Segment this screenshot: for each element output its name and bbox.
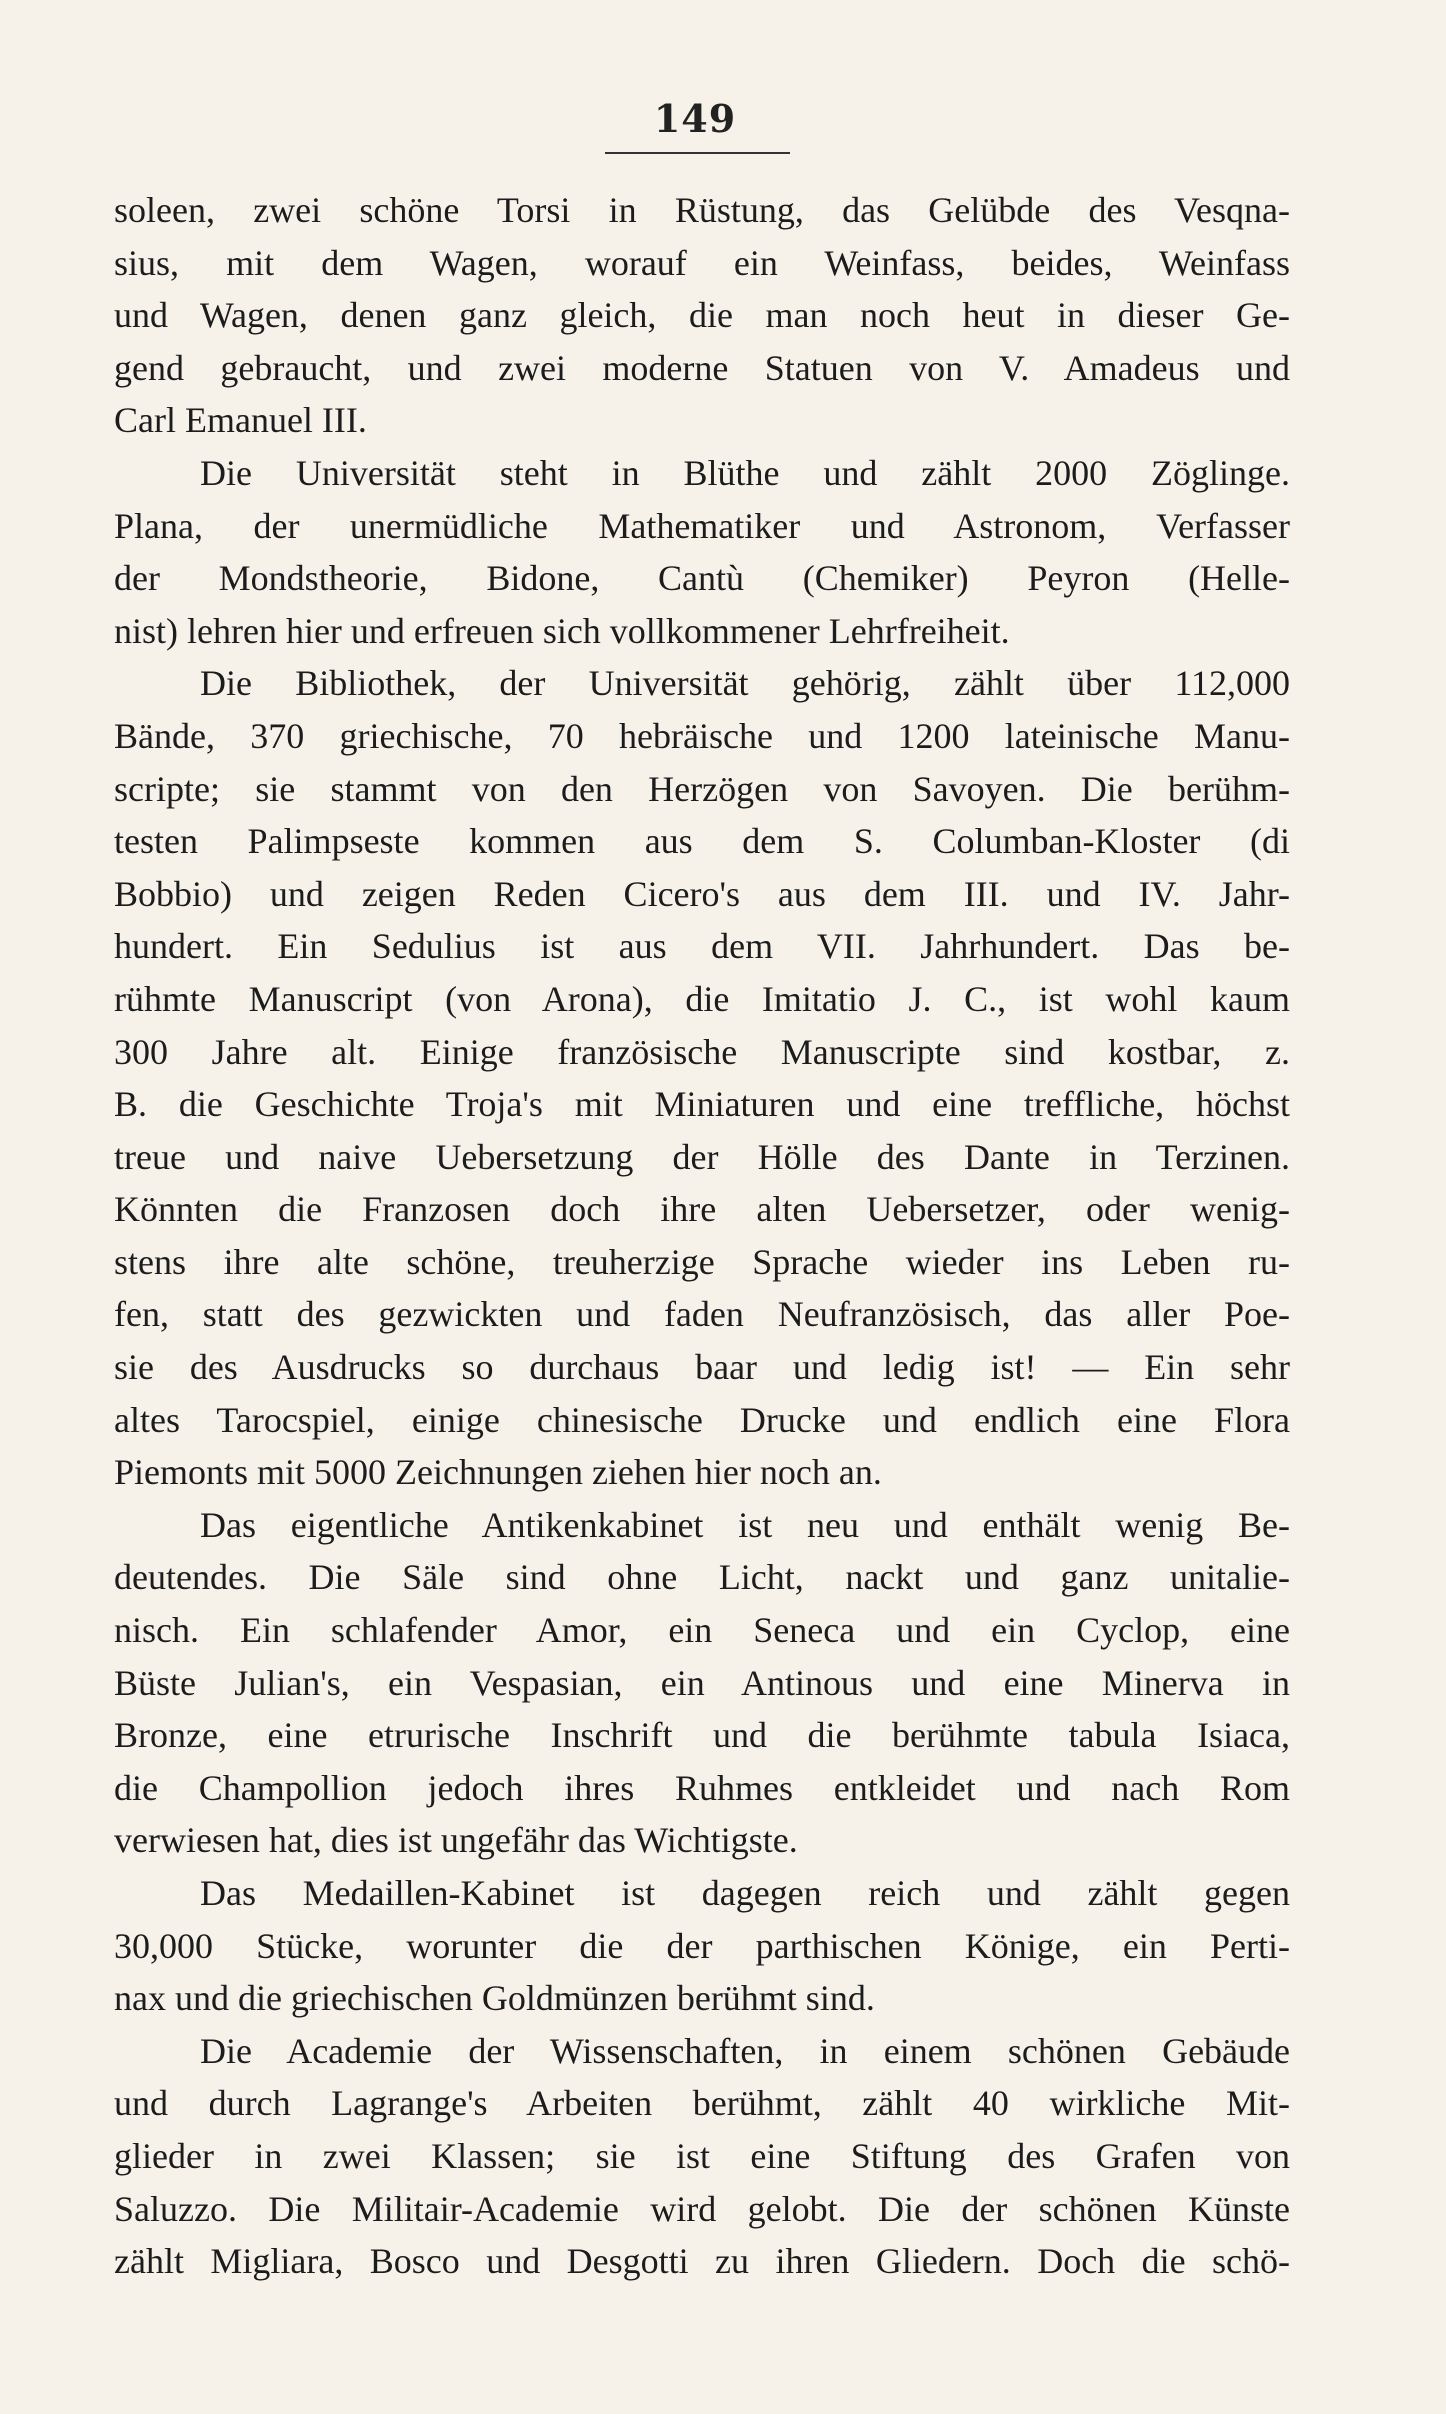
page-number: 149	[653, 96, 737, 141]
text-line: sius, mit dem Wagen, worauf ein Weinfass, beides, Weinfass	[114, 242, 1290, 283]
text-line: testen Palimpseste kommen aus dem S. Columban-Kloster (di	[114, 821, 1290, 862]
text-line: Die Universität steht in Blüthe und zählt 2000 Zöglinge.	[200, 452, 1290, 493]
header-rule	[605, 152, 790, 154]
text-line: und durch Lagrange's Arbeiten berühmt, zählt 40 wirkliche Mit-	[114, 2083, 1290, 2124]
text-line: glieder in zwei Klassen; sie ist eine Stiftung des Grafen von	[114, 2135, 1290, 2176]
text-line: Bände, 370 griechische, 70 hebräische und 1200 lateinische Manu-	[114, 715, 1290, 756]
text-line: zählt Migliara, Bosco und Desgotti zu ihren Gliedern. Doch die schö-	[114, 2241, 1290, 2282]
text-line: Die Bibliothek, der Universität gehörig, zählt über 112,000	[200, 663, 1290, 704]
text-line: Piemonts mit 5000 Zeichnungen ziehen hier noch an.	[114, 1452, 882, 1493]
text-line: nist) lehren hier und erfreuen sich vollkommener Lehrfreiheit.	[114, 610, 1010, 651]
text-line: und Wagen, denen ganz gleich, die man noch heut in dieser Ge-	[114, 295, 1290, 336]
text-line: Könnten die Franzosen doch ihre alten Uebersetzer, oder wenig-	[114, 1189, 1290, 1230]
text-line: deutendes. Die Säle sind ohne Licht, nackt und ganz unitalie-	[114, 1557, 1290, 1598]
text-line: Die Academie der Wissenschaften, in einem schönen Gebäude	[200, 2030, 1290, 2071]
text-line: gend gebraucht, und zwei moderne Statuen von V. Amadeus und	[114, 347, 1290, 388]
text-line: verwiesen hat, dies ist ungefähr das Wichtigste.	[114, 1820, 798, 1861]
text-line: der Mondstheorie, Bidone, Cantù (Chemiker) Peyron (Helle-	[114, 558, 1290, 599]
text-line: Büste Julian's, ein Vespasian, ein Antinous und eine Minerva in	[114, 1662, 1290, 1703]
text-line: treue und naive Uebersetzung der Hölle des Dante in Terzinen.	[114, 1136, 1290, 1177]
body-text	[114, 184, 1290, 2288]
text-line: Das Medaillen-Kabinet ist dagegen reich und zählt gegen	[200, 1873, 1290, 1913]
text-line: nisch. Ein schlafender Amor, ein Seneca und ein Cyclop, eine	[114, 1610, 1290, 1651]
text-line: 30,000 Stücke, worunter die der parthischen Könige, ein Perti-	[114, 1925, 1290, 1966]
text-line: Saluzzo. Die Militair-Academie wird gelobt. Die der schönen Künste	[114, 2188, 1290, 2229]
text-line: nax und die griechischen Goldmünzen berühmt sind.	[114, 1978, 875, 2019]
text-line: stens ihre alte schöne, treuherzige Sprache wieder ins Leben ru-	[114, 1241, 1290, 1282]
text-line: hundert. Ein Sedulius ist aus dem VII. Jahrhundert. Das be-	[114, 926, 1290, 967]
text-line: soleen, zwei schöne Torsi in Rüstung, das Gelübde des Vesqna-	[114, 190, 1290, 230]
text-line: Das eigentliche Antikenkabinet ist neu und enthält wenig Be-	[200, 1504, 1290, 1545]
text-line: altes Tarocspiel, einige chinesische Drucke und endlich eine Flora	[114, 1399, 1290, 1440]
text-line: scripte; sie stammt von den Herzögen von Savoyen. Die berühm-	[114, 768, 1290, 809]
text-line: fen, statt des gezwickten und faden Neufranzösisch, das aller Poe-	[114, 1294, 1290, 1335]
text-line: Plana, der unermüdliche Mathematiker und Astronom, Verfasser	[114, 505, 1290, 546]
text-line: Carl Emanuel III.	[114, 400, 367, 441]
text-line: B. die Geschichte Troja's mit Miniaturen und eine treffliche, höchst	[114, 1084, 1290, 1125]
text-line: 300 Jahre alt. Einige französische Manuscripte sind kostbar, z.	[114, 1031, 1290, 1072]
text-line: Bobbio) und zeigen Reden Cicero's aus dem III. und IV. Jahr-	[114, 873, 1290, 914]
text-line: rühmte Manuscript (von Arona), die Imitatio J. C., ist wohl kaum	[114, 978, 1290, 1019]
text-line: die Champollion jedoch ihres Ruhmes entkleidet und nach Rom	[114, 1767, 1290, 1808]
text-line: Bronze, eine etrurische Inschrift und die berühmte tabula Isiaca,	[114, 1715, 1290, 1756]
text-line: sie des Ausdrucks so durchaus baar und ledig ist! — Ein sehr	[114, 1347, 1290, 1388]
